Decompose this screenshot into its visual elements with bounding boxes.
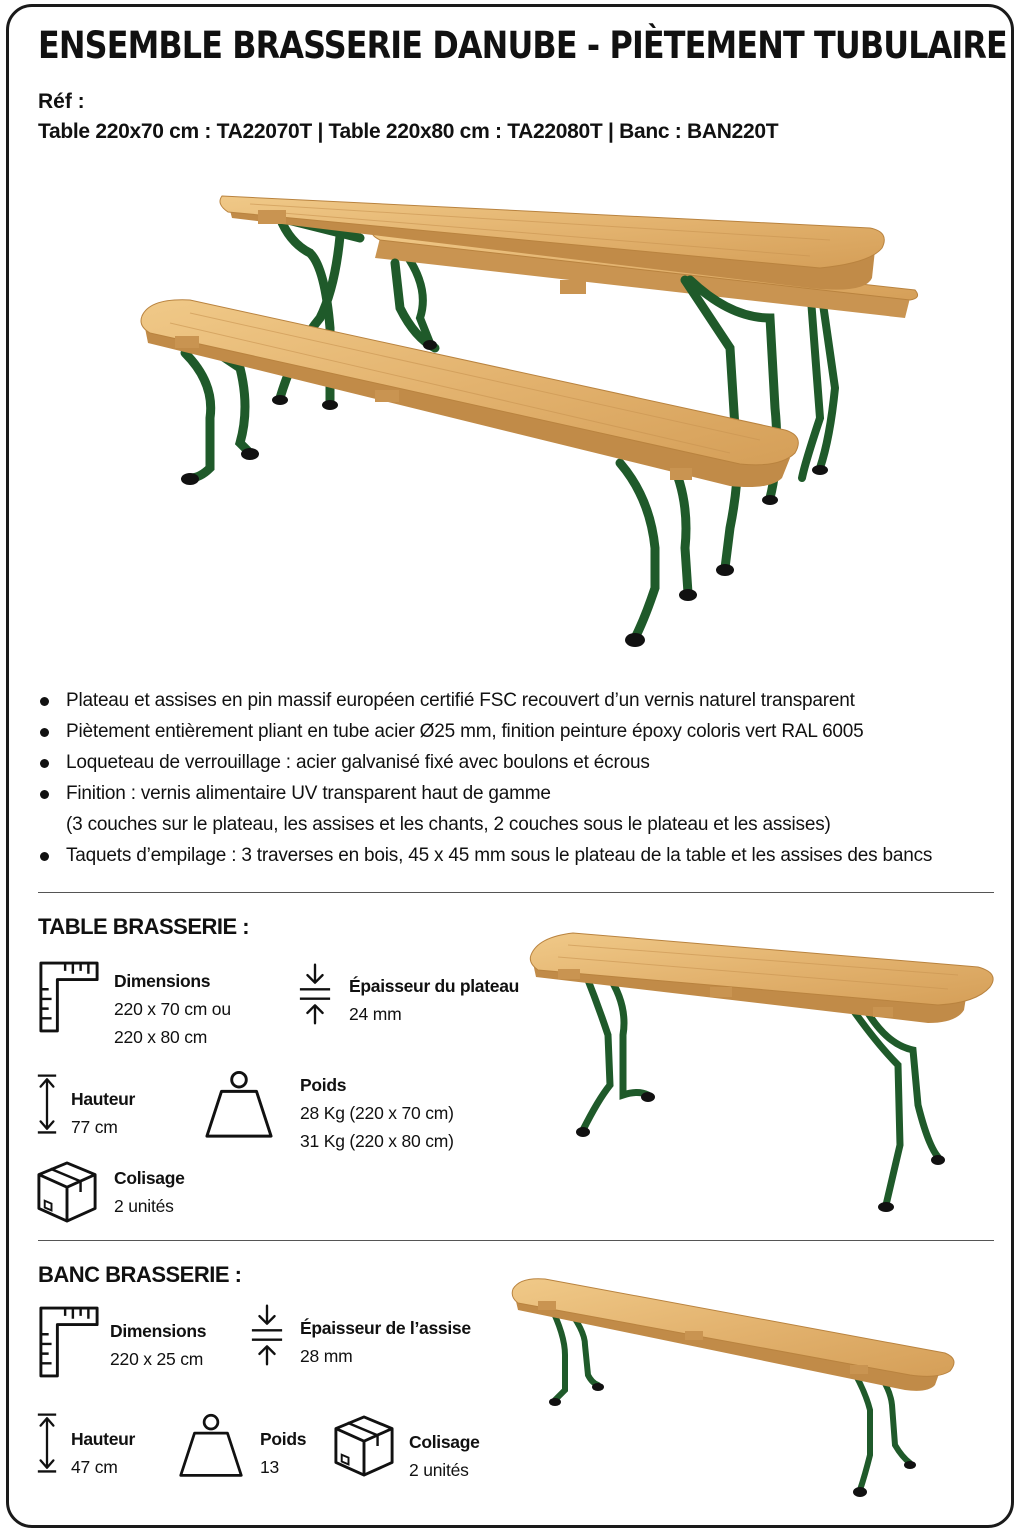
spec-value: 28 mm [300, 1346, 353, 1366]
weight-icon [204, 1070, 274, 1140]
spec-label: Hauteur [71, 1429, 136, 1449]
spec-value: 47 cm [71, 1457, 118, 1477]
weight-icon [178, 1412, 244, 1480]
list-item: Loqueteau de verrouillage : acier galvanisé fixé avec boulons et écrous [38, 750, 932, 781]
spec-label: Dimensions [114, 971, 211, 991]
ruler-square-icon [38, 1305, 100, 1379]
bullet-icon [40, 759, 49, 768]
height-arrow-icon [36, 1410, 58, 1476]
spec-label: Colisage [114, 1168, 185, 1188]
table-weight-spec [300, 1071, 454, 1155]
list-item-continuation: (3 couches sur le plateau, les assises et les chants, 2 couches sous le plateau et les assises) [66, 814, 831, 835]
list-item: Plateau et assises en pin massif européen certifié FSC recouvert d’un vernis naturel transparent [38, 688, 932, 719]
thickness-arrows-icon [298, 962, 332, 1026]
list-item: Finition : vernis alimentaire UV transparent haut de gamme [38, 781, 932, 812]
divider [38, 1240, 994, 1241]
hero-table-and-benches-illustration [130, 168, 930, 658]
bench-illustration [510, 1275, 960, 1505]
feature-list [38, 688, 932, 874]
spec-label: Hauteur [71, 1089, 136, 1109]
spec-label: Colisage [409, 1432, 480, 1452]
bench-thickness-spec [300, 1314, 471, 1370]
ruler-square-icon [38, 960, 100, 1034]
spec-value: 2 unités [114, 1196, 174, 1216]
thickness-arrows-icon [250, 1303, 284, 1367]
spec-value: 2 unités [409, 1460, 469, 1480]
spec-value: 220 x 80 cm [114, 1027, 208, 1047]
reference-label: Réf : [38, 90, 85, 113]
spec-label: Épaisseur du plateau [349, 976, 520, 996]
list-item: Piètement entièrement pliant en tube acier Ø25 mm, finition peinture époxy coloris vert RAL 6005 [38, 719, 932, 750]
height-arrow-icon [36, 1072, 58, 1136]
table-section-title: TABLE BRASSERIE : [38, 914, 250, 939]
bullet-icon [40, 790, 49, 799]
box-icon [333, 1413, 395, 1479]
table-dimensions-spec [114, 967, 231, 1051]
table-packaging-spec [114, 1164, 185, 1220]
spec-value: 31 Kg (220 x 80 cm) [300, 1131, 454, 1151]
spec-label: Épaisseur de l’assise [300, 1318, 471, 1338]
table-illustration [528, 925, 998, 1220]
list-item: Taquets d’empilage : 3 traverses en bois, 45 x 45 mm sous le plateau de la table et les assises des bancs [38, 843, 932, 874]
spec-value: 13 [260, 1457, 280, 1477]
bench-weight-spec [260, 1425, 306, 1481]
bench-packaging-spec [409, 1428, 480, 1484]
bench-section-title: BANC BRASSERIE : [38, 1262, 242, 1287]
reference-line: Table 220x70 cm : TA22070T | Table 220x80 cm : TA22080T | Banc : BAN220T [38, 120, 779, 143]
page-title: ENSEMBLE BRASSERIE DANUBE - PIÈTEMENT TUBULAIRE [38, 24, 1007, 67]
bullet-icon [40, 697, 49, 706]
bullet-icon [40, 852, 49, 861]
spec-label: Dimensions [110, 1321, 207, 1341]
bench-height-spec [71, 1425, 135, 1481]
table-thickness-spec [349, 972, 519, 1028]
box-icon [36, 1160, 98, 1224]
table-height-spec [71, 1085, 135, 1141]
divider [38, 892, 994, 893]
spec-value: 220 x 70 cm ou [114, 999, 231, 1019]
bench-dimensions-spec [110, 1317, 206, 1373]
bullet-icon [40, 728, 49, 737]
spec-value: 28 Kg (220 x 70 cm) [300, 1103, 454, 1123]
spec-value: 220 x 25 cm [110, 1349, 204, 1369]
spec-label: Poids [300, 1075, 347, 1095]
spec-value: 24 mm [349, 1004, 402, 1024]
spec-value: 77 cm [71, 1117, 118, 1137]
spec-label: Poids [260, 1429, 307, 1449]
